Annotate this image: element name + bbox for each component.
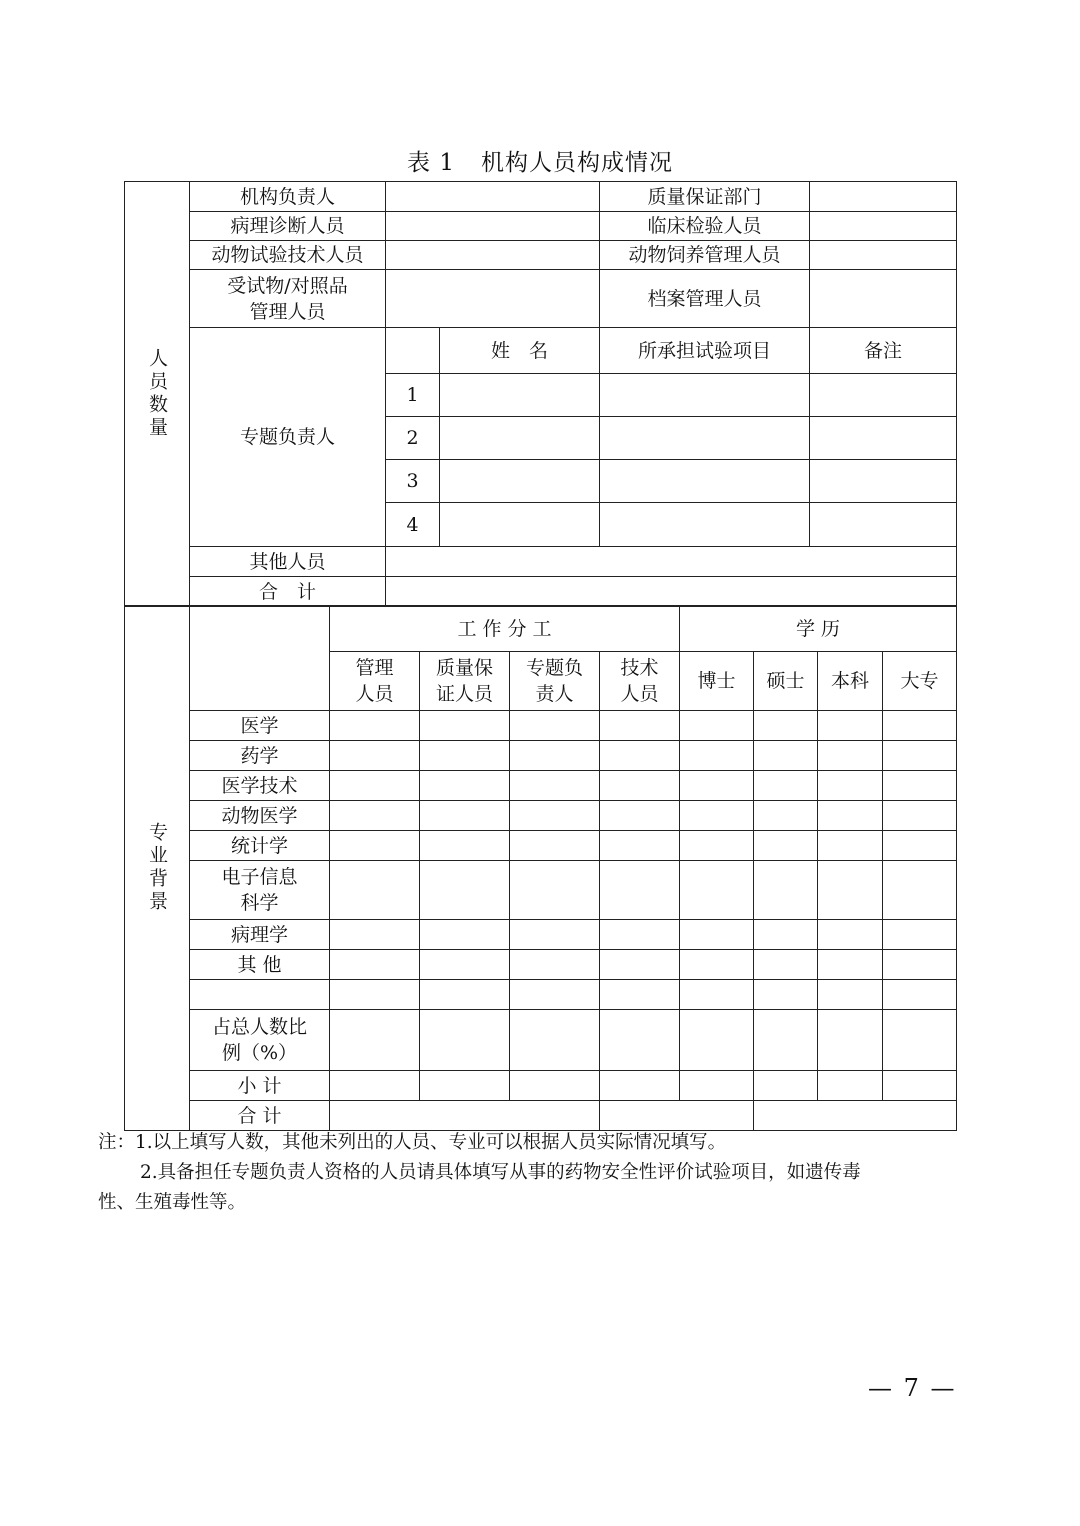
input-cell[interactable]: [420, 711, 510, 741]
col-header-note: 备注: [810, 328, 957, 374]
input-cell[interactable]: [680, 861, 754, 920]
input-cell[interactable]: [818, 1010, 883, 1071]
input-cell[interactable]: [600, 771, 680, 801]
input-cell[interactable]: [818, 771, 883, 801]
input-cell[interactable]: [810, 241, 957, 270]
background-table: [124, 605, 957, 1131]
input-cell[interactable]: [440, 417, 600, 460]
input-cell[interactable]: [330, 1101, 600, 1131]
input-cell[interactable]: [510, 711, 600, 741]
input-cell[interactable]: [420, 1071, 510, 1101]
input-cell[interactable]: [883, 1010, 957, 1071]
row-index: 2: [386, 417, 440, 460]
input-cell[interactable]: [386, 212, 600, 241]
input-cell[interactable]: [600, 460, 810, 503]
row-label: 占总人数比 例（%）: [190, 1010, 330, 1071]
input-cell[interactable]: [600, 374, 810, 417]
input-cell[interactable]: [510, 950, 600, 980]
input-cell[interactable]: [754, 861, 818, 920]
input-cell[interactable]: [600, 503, 810, 547]
input-cell[interactable]: [420, 1010, 510, 1071]
row-label: 动物试验技术人员: [190, 241, 386, 270]
row-label: 动物饲养管理人员: [600, 241, 810, 270]
col-header-work: 质量保 证人员: [420, 652, 510, 711]
row-label: 医学技术: [190, 771, 330, 801]
work-division-header: 工 作 分 工: [330, 606, 680, 652]
input-cell[interactable]: [754, 801, 818, 831]
input-cell[interactable]: [330, 920, 420, 950]
side-label-staff-count: 人员数量: [125, 182, 190, 607]
project-lead-label: 专题负责人: [190, 328, 386, 547]
row-label: 小 计: [190, 1071, 330, 1101]
input-cell[interactable]: [386, 547, 957, 577]
input-cell[interactable]: [600, 417, 810, 460]
input-cell[interactable]: [510, 980, 600, 1010]
col-header-work: 技术 人员: [600, 652, 680, 711]
table-number: 表 1: [407, 150, 455, 176]
row-index: 4: [386, 503, 440, 547]
input-cell[interactable]: [600, 861, 680, 920]
input-cell[interactable]: [680, 980, 754, 1010]
input-cell[interactable]: [810, 270, 957, 328]
input-cell[interactable]: [883, 711, 957, 741]
input-cell[interactable]: [420, 831, 510, 861]
row-index: 1: [386, 374, 440, 417]
input-cell[interactable]: [680, 1010, 754, 1071]
input-cell[interactable]: [818, 980, 883, 1010]
row-label: 药学: [190, 741, 330, 771]
input-cell[interactable]: [420, 861, 510, 920]
row-label: 档案管理人员: [600, 270, 810, 328]
input-cell[interactable]: [883, 950, 957, 980]
input-cell[interactable]: [818, 711, 883, 741]
input-cell[interactable]: [440, 374, 600, 417]
input-cell[interactable]: [600, 950, 680, 980]
input-cell[interactable]: [510, 771, 600, 801]
note-2: 2.具备担任专题负责人资格的人员请具体填写从事的药物安全性评价试验项目，如遗传毒: [140, 1162, 861, 1183]
input-cell[interactable]: [510, 801, 600, 831]
input-cell[interactable]: [680, 920, 754, 950]
input-cell[interactable]: [754, 711, 818, 741]
input-cell[interactable]: [386, 182, 600, 212]
input-cell[interactable]: [330, 950, 420, 980]
row-label: 其 他: [190, 950, 330, 980]
row-label: 电子信息 科学: [190, 861, 330, 920]
row-label: 合 计: [190, 1101, 330, 1131]
input-cell[interactable]: [330, 771, 420, 801]
input-cell[interactable]: [883, 861, 957, 920]
input-cell[interactable]: [420, 771, 510, 801]
row-label: 合 计: [190, 577, 386, 607]
row-label: 病理学: [190, 920, 330, 950]
input-cell[interactable]: [680, 711, 754, 741]
input-cell[interactable]: [810, 182, 957, 212]
input-cell[interactable]: [810, 460, 957, 503]
notes: [98, 1128, 988, 1218]
input-cell[interactable]: [386, 241, 600, 270]
input-cell[interactable]: [680, 831, 754, 861]
input-cell[interactable]: [883, 1071, 957, 1101]
input-cell[interactable]: [818, 950, 883, 980]
input-cell[interactable]: [754, 741, 818, 771]
input-cell[interactable]: [818, 920, 883, 950]
row-label: 机构负责人: [190, 182, 386, 212]
table-title: [0, 144, 1080, 177]
input-cell[interactable]: [810, 212, 957, 241]
input-cell[interactable]: [600, 980, 680, 1010]
col-header-edu: 硕士: [754, 652, 818, 711]
input-cell[interactable]: [680, 771, 754, 801]
row-label: [190, 980, 330, 1010]
col-header-work: 专题负 责人: [510, 652, 600, 711]
input-cell[interactable]: [600, 801, 680, 831]
input-cell[interactable]: [330, 1071, 420, 1101]
note-1: 注：1.以上填写人数，其他未列出的人员、专业可以根据人员实际情况填写。: [98, 1132, 727, 1153]
input-cell[interactable]: [883, 980, 957, 1010]
row-label: 临床检验人员: [600, 212, 810, 241]
input-cell[interactable]: [420, 920, 510, 950]
input-cell[interactable]: [600, 920, 680, 950]
input-cell[interactable]: [754, 1101, 957, 1131]
row-label: 医学: [190, 711, 330, 741]
row-label: 病理诊断人员: [190, 212, 386, 241]
input-cell[interactable]: [510, 861, 600, 920]
input-cell[interactable]: [680, 801, 754, 831]
input-cell[interactable]: [754, 1071, 818, 1101]
input-cell[interactable]: [510, 741, 600, 771]
input-cell[interactable]: [510, 920, 600, 950]
col-header-work: 管理 人员: [330, 652, 420, 711]
input-cell[interactable]: [600, 741, 680, 771]
col-header-name: 姓 名: [440, 328, 600, 374]
input-cell[interactable]: [440, 460, 600, 503]
row-label: 统计学: [190, 831, 330, 861]
input-cell[interactable]: [420, 980, 510, 1010]
input-cell[interactable]: [883, 801, 957, 831]
input-cell[interactable]: [420, 950, 510, 980]
education-header: 学 历: [680, 606, 957, 652]
input-cell[interactable]: [330, 1010, 420, 1071]
input-cell[interactable]: [386, 270, 600, 328]
input-cell[interactable]: [420, 801, 510, 831]
input-cell[interactable]: [510, 831, 600, 861]
input-cell[interactable]: [810, 503, 957, 547]
row-label: 其他人员: [190, 547, 386, 577]
input-cell[interactable]: [420, 741, 510, 771]
col-header-edu: 博士: [680, 652, 754, 711]
input-cell[interactable]: [510, 1071, 600, 1101]
input-cell[interactable]: [680, 741, 754, 771]
input-cell[interactable]: [883, 771, 957, 801]
col-header-edu: 本科: [818, 652, 883, 711]
side-label-background: 专业背景: [125, 606, 190, 1131]
input-cell[interactable]: [330, 711, 420, 741]
input-cell[interactable]: [680, 1071, 754, 1101]
input-cell[interactable]: [818, 831, 883, 861]
input-cell[interactable]: [754, 950, 818, 980]
input-cell[interactable]: [386, 577, 957, 607]
input-cell[interactable]: [818, 741, 883, 771]
input-cell[interactable]: [754, 920, 818, 950]
page-number: — 7 —: [868, 1374, 957, 1402]
table-title-text: 机构人员构成情况: [480, 150, 673, 176]
col-header-project: 所承担试验项目: [600, 328, 810, 374]
input-cell[interactable]: [883, 741, 957, 771]
input-cell[interactable]: [754, 980, 818, 1010]
input-cell[interactable]: [883, 831, 957, 861]
input-cell[interactable]: [818, 861, 883, 920]
row-label: 质量保证部门: [600, 182, 810, 212]
input-cell[interactable]: [440, 503, 600, 547]
input-cell[interactable]: [600, 1071, 680, 1101]
staff-count-table: [124, 181, 957, 607]
input-cell[interactable]: [600, 1101, 754, 1131]
row-label: 动物医学: [190, 801, 330, 831]
input-cell[interactable]: [810, 417, 957, 460]
input-cell[interactable]: [330, 861, 420, 920]
note-2-cont: 性、生殖毒性等。: [98, 1192, 247, 1213]
input-cell[interactable]: [510, 1010, 600, 1071]
input-cell[interactable]: [600, 831, 680, 861]
input-cell[interactable]: [818, 1071, 883, 1101]
row-index: 3: [386, 460, 440, 503]
input-cell[interactable]: [330, 831, 420, 861]
index-header: [386, 328, 440, 374]
input-cell[interactable]: [883, 920, 957, 950]
col-header-edu: 大专: [883, 652, 957, 711]
input-cell[interactable]: [818, 801, 883, 831]
input-cell[interactable]: [754, 1010, 818, 1071]
input-cell[interactable]: [600, 1010, 680, 1071]
row-label: 受试物/对照品 管理人员: [190, 270, 386, 328]
input-cell[interactable]: [600, 711, 680, 741]
input-cell[interactable]: [810, 374, 957, 417]
input-cell[interactable]: [330, 980, 420, 1010]
input-cell[interactable]: [330, 741, 420, 771]
corner-cell: [190, 606, 330, 711]
input-cell[interactable]: [754, 771, 818, 801]
input-cell[interactable]: [680, 950, 754, 980]
input-cell[interactable]: [330, 801, 420, 831]
input-cell[interactable]: [754, 831, 818, 861]
